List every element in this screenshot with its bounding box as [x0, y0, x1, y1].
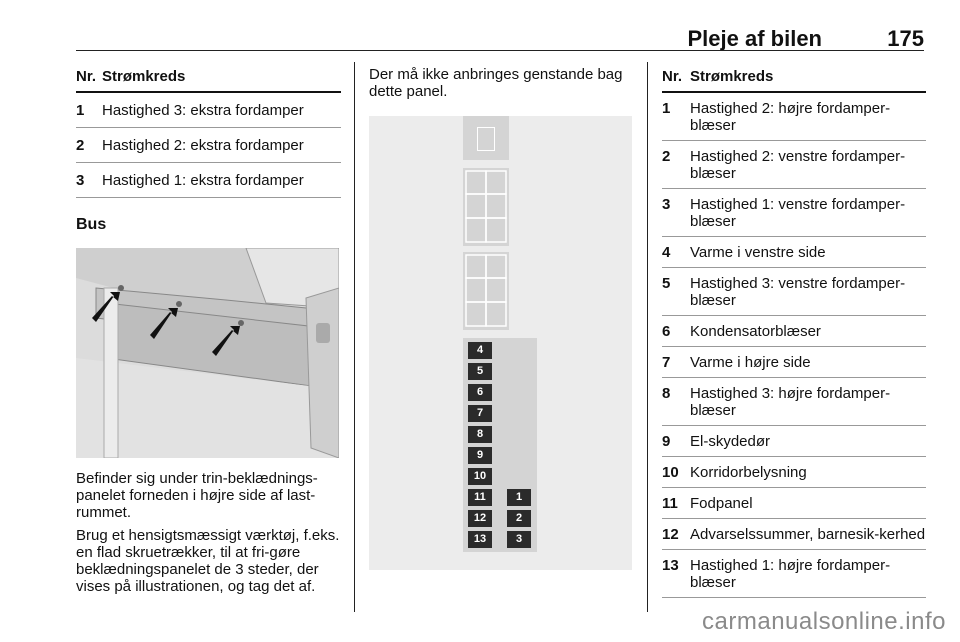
relay-slot [463, 116, 509, 160]
fuse-tile: 7 [468, 405, 492, 422]
table-row [76, 92, 341, 128]
bus-heading: Bus [76, 216, 107, 233]
fuse-circuit: Hastighed 2: højre fordamper-blæser [690, 92, 926, 141]
fuse-number: 3 [76, 163, 102, 198]
fuse-circuit: Hastighed 1: venstre fordamper-blæser [690, 189, 926, 237]
fuse-circuit: Hastighed 3: venstre fordamper-blæser [690, 268, 926, 316]
right-column [662, 68, 926, 598]
fuse-number: 2 [662, 141, 690, 189]
fuse-number: 6 [662, 316, 690, 347]
relay-grid-lower [463, 252, 509, 330]
fuse-tile: 4 [468, 342, 492, 359]
fuse-circuit: El-skydedør [690, 426, 926, 457]
fuse-tile: 8 [468, 426, 492, 443]
panel-note: Der må ikke anbringes genstande bag dette panel. [369, 66, 623, 100]
fuse-circuit: Advarselssummer, barnesik-kerhed [690, 519, 926, 550]
table-row [662, 457, 926, 488]
fuse-tile: 10 [468, 468, 492, 485]
fuse-tile: 13 [468, 531, 492, 548]
trim-panel-illustration [76, 248, 339, 458]
nr-header: Nr. [76, 68, 102, 92]
fuse-number: 10 [662, 457, 690, 488]
fuse-number: 12 [662, 519, 690, 550]
table-row [662, 488, 926, 519]
fuse-number: 13 [662, 550, 690, 598]
table-row [662, 141, 926, 189]
fuse-tile: 11 [468, 489, 492, 506]
bus-location-text: Befinder sig under trin-beklædnings-panelet forneden i højre side af last-rummet. [76, 470, 318, 521]
trim-panel-drawing [76, 248, 339, 458]
fuse-number: 1 [76, 92, 102, 128]
table-row [662, 426, 926, 457]
fuse-tile: 3 [507, 531, 531, 548]
page-number: 175 [887, 26, 924, 51]
fuse-number: 1 [662, 92, 690, 141]
bus-instruction-text: Brug et hensigtsmæssigt værktøj, f.eks. en flad skruetrækker, til at fri-gøre beklædningspanelet de 3 steder, der vises på illustrationen, og tag det af. [76, 527, 340, 595]
fuse-circuit: Varme i venstre side [690, 237, 926, 268]
fuse-number: 4 [662, 237, 690, 268]
fuse-number: 11 [662, 488, 690, 519]
table-row [662, 316, 926, 347]
fuse-tile: 6 [468, 384, 492, 401]
fuse-circuit: Hastighed 3: højre fordamper-blæser [690, 378, 926, 426]
fuse-tile: 1 [507, 489, 531, 506]
fuse-tile: 5 [468, 363, 492, 380]
left-fuse-table [76, 68, 341, 198]
fuse-circuit: Korridorbelysning [690, 457, 926, 488]
table-row [662, 92, 926, 141]
relay-grid-upper [463, 168, 509, 246]
fuse-tile: 12 [468, 510, 492, 527]
table-row [662, 519, 926, 550]
table-row [662, 189, 926, 237]
right-fuse-table [662, 68, 926, 598]
fuse-tile: 9 [468, 447, 492, 464]
circuit-header: Strømkreds [690, 68, 926, 92]
fuse-box-diagram [369, 116, 632, 570]
table-row [662, 347, 926, 378]
fuse-circuit: Hastighed 3: ekstra fordamper [102, 92, 341, 128]
fuse-circuit: Hastighed 2: ekstra fordamper [102, 128, 341, 163]
fuse-circuit: Varme i højre side [690, 347, 926, 378]
fuse-circuit: Kondensatorblæser [690, 316, 926, 347]
watermark: carmanualsonline.info [702, 608, 946, 635]
fuse-circuit: Fodpanel [690, 488, 926, 519]
fuse-circuit: Hastighed 1: ekstra fordamper [102, 163, 341, 198]
fuse-tile: 2 [507, 510, 531, 527]
nr-header: Nr. [662, 68, 690, 92]
fuse-circuit: Hastighed 2: venstre fordamper-blæser [690, 141, 926, 189]
fuse-number: 9 [662, 426, 690, 457]
left-column [76, 68, 341, 595]
table-row [662, 550, 926, 598]
fuse-number: 3 [662, 189, 690, 237]
circuit-header: Strømkreds [102, 68, 341, 92]
column-divider-2 [647, 62, 648, 612]
fuse-number: 7 [662, 347, 690, 378]
fuse-number: 2 [76, 128, 102, 163]
page-header-title: Pleje af bilen [687, 26, 822, 51]
fuse-panel [463, 338, 537, 552]
table-row [662, 237, 926, 268]
fuse-circuit: Hastighed 1: højre fordamper-blæser [690, 550, 926, 598]
table-row [76, 163, 341, 198]
table-row [662, 268, 926, 316]
column-divider-1 [354, 62, 355, 612]
middle-column [369, 66, 634, 570]
header-rule [76, 50, 924, 51]
table-row [662, 378, 926, 426]
table-row [76, 128, 341, 163]
fuse-number: 8 [662, 378, 690, 426]
fuse-number: 5 [662, 268, 690, 316]
